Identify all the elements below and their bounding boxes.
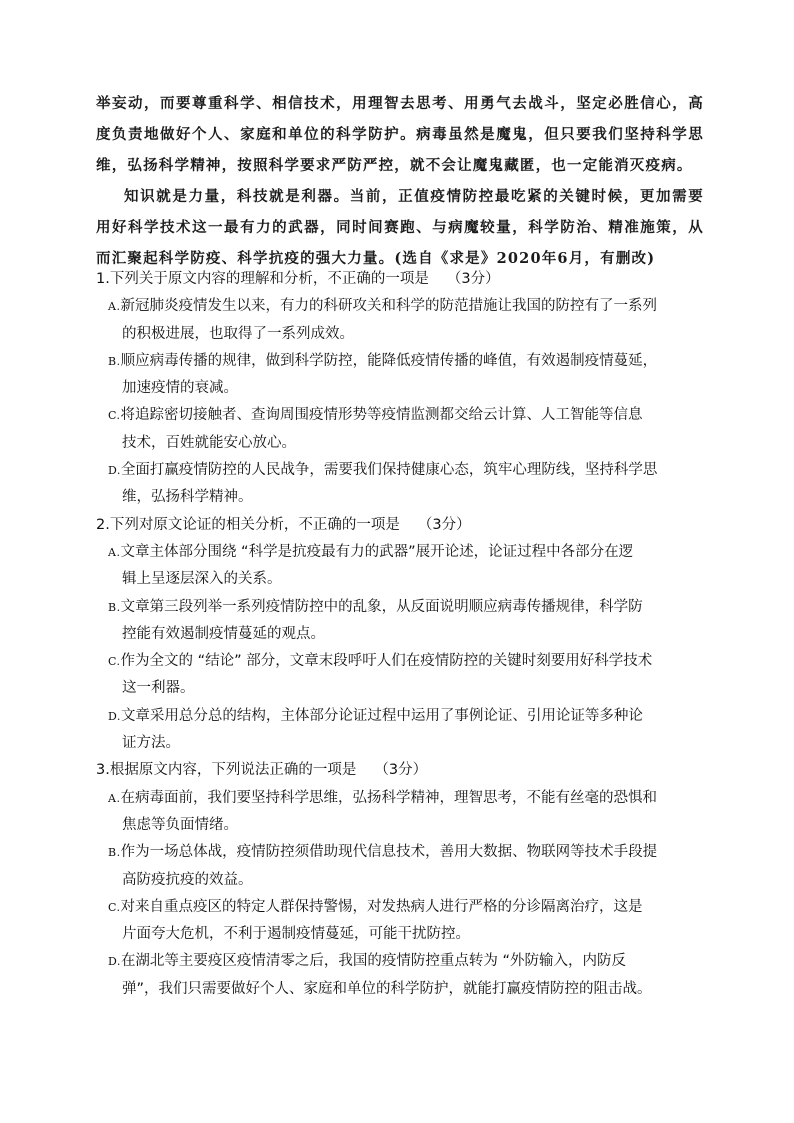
option-text: 文章第三段列举一系列疫情防控中的乱象，从反面说明顺应病毒传播规律，科学防 xyxy=(120,598,643,615)
option-letter: C. xyxy=(108,900,121,914)
option-text: 在湖北等主要疫区疫情清零之后，我国的疫情防控重点转为 “外防输入，内防反 xyxy=(120,953,627,970)
question-stem-text: 3.根据原文内容，下列说法正确的一项是 xyxy=(96,762,357,779)
option-d xyxy=(96,703,656,758)
option-text-continued: 片面夸大危机，不利于遏制疫情蔓延，可能干扰防控。 xyxy=(122,926,470,943)
option-text: 文章主体部分围绕 “科学是抗疫最有力的武器”展开论述，论证过程中各部分在逻 xyxy=(120,543,634,560)
question-stem xyxy=(96,757,656,784)
option-letter: A. xyxy=(108,545,121,559)
option-a xyxy=(96,785,656,840)
question-stem-text: 2.下列对原文论证的相关分析，不正确的一项是 xyxy=(96,516,400,533)
question-1 xyxy=(96,266,656,512)
option-text: 将追踪密切接触者、查询周围疫情形势等疫情监测都交给云计算、人工智能等信息 xyxy=(120,407,643,424)
option-letter: B. xyxy=(108,846,121,860)
option-text: 在病毒面前，我们要坚持科学思维，弘扬科学精神，理智思考，不能有丝毫的恐惧和 xyxy=(120,789,657,806)
option-text-continued: 的积极进展，也取得了一系列成效。 xyxy=(122,325,354,342)
option-letter: C. xyxy=(108,655,121,669)
option-a xyxy=(96,293,656,348)
option-c xyxy=(96,648,656,703)
question-score: （3分） xyxy=(446,271,500,287)
question-stem-text: 1.下列关于原文内容的理解和分析，不正确的一项是 xyxy=(96,271,429,287)
question-3 xyxy=(96,757,656,1003)
option-letter: D. xyxy=(108,709,121,723)
passage-paragraph xyxy=(96,181,704,274)
option-d xyxy=(96,948,656,1003)
option-text: 对来自重点疫区的特定人群保持警惕，对发热病人进行严格的分诊隔离治疗，这是 xyxy=(120,898,643,915)
option-a xyxy=(96,539,656,594)
option-text: 作为一场总体战，疫情防控须借助现代信息技术，善用大数据、物联网等技术手段提 xyxy=(120,844,658,861)
option-b xyxy=(96,348,656,403)
option-text-continued: 焦虑等负面情绪。 xyxy=(122,816,238,833)
option-text-continued: 控能有效遏制疫情蔓延的观点。 xyxy=(122,625,325,642)
option-text-continued: 这一利器。 xyxy=(122,680,195,697)
option-text: 作为全文的 “结论” 部分，文章末段呼吁人们在疫情防控的关键时刻要用好科学技术 xyxy=(120,653,653,670)
question-score: （3分） xyxy=(374,762,428,779)
option-text: 顺应病毒传播的规律，做到科学防控，能降低疫情传播的峰值，有效遏制疫情蔓延， xyxy=(120,352,658,369)
option-text: 文章采用总分总的结构，主体部分论证过程中运用了事例论证、引用论证等多种论 xyxy=(120,707,643,724)
option-text-continued: 辑上呈逐层深入的关系。 xyxy=(122,571,282,588)
option-letter: C. xyxy=(108,409,121,423)
question-list xyxy=(96,266,656,1003)
option-text: 全面打赢疫情防控的人民战争，需要我们保持健康心态，筑牢心理防线，坚持科学思 xyxy=(120,462,658,479)
question-score: （3分） xyxy=(417,516,471,533)
passage-paragraph: 举妄动，而要尊重科学、相信技术，用理智去思考、用勇气去战斗，坚定必胜信心，高度负责地做好个人、家庭和单位的科学防护。病毒虽然是魔鬼，但只要我们坚持科学思维，弘扬科学精神，按照科学要求严防严控，就不会让魔鬼藏匿，也一定能消灭疫病。 xyxy=(96,95,704,174)
option-c xyxy=(96,894,656,949)
question-stem xyxy=(96,266,656,293)
option-text-continued: 技术，百姓就能安心放心。 xyxy=(122,434,296,451)
option-d xyxy=(96,457,656,512)
option-letter: A. xyxy=(108,300,121,314)
option-b xyxy=(96,594,656,649)
option-b xyxy=(96,839,656,894)
option-letter: A. xyxy=(108,791,121,805)
option-text-continued: 维，弘扬科学精神。 xyxy=(122,489,253,506)
option-letter: B. xyxy=(108,354,121,368)
option-letter: D. xyxy=(108,464,121,478)
option-text-continued: 弹”，我们只需要做好个人、家庭和单位的科学防护，就能打赢疫情防控的阻击战。 xyxy=(122,980,652,997)
option-text-continued: 高防疫抗疫的效益。 xyxy=(122,871,253,888)
option-text-continued: 证方法。 xyxy=(122,735,180,752)
passage-paragraph-text: 知识就是力量，科技就是利器。当前，正值疫情防控最吃紧的关键时候，更加需要用好科学技术这一最有力的武器，同时间赛跑、与病魔较量，科学防治、精准施策，从而汇聚起科学防疫、科学抗疫的强大力量。 xyxy=(96,188,704,267)
option-letter: D. xyxy=(108,955,121,969)
question-2 xyxy=(96,512,656,758)
question-stem xyxy=(96,512,656,539)
option-letter: B. xyxy=(108,600,121,614)
reading-passage xyxy=(96,88,704,274)
source-note: (选自《求是》2020年6月，有删改) xyxy=(394,250,656,267)
option-text: 新冠肺炎疫情发生以来，有力的科研攻关和科学的防范措施让我国的防控有了一系列 xyxy=(120,298,657,315)
option-text-continued: 加速疫情的衰减。 xyxy=(122,380,238,397)
option-c xyxy=(96,402,656,457)
